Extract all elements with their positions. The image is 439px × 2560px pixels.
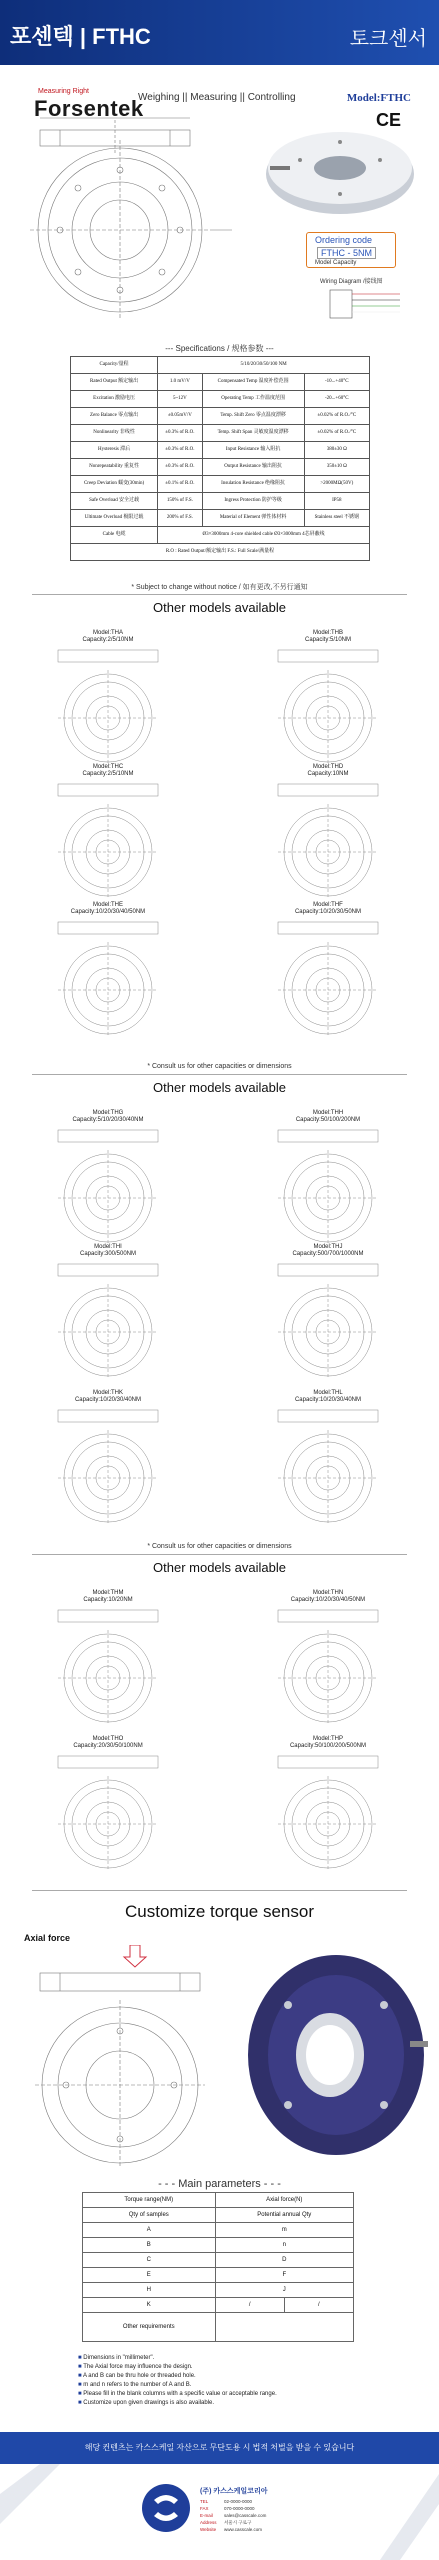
model-capacity: Capacity:5/10/20/30/40NM: [72, 1117, 144, 1123]
spec-cell: ±0.3% of R.O.: [158, 442, 202, 459]
model-drawing-lines: [58, 650, 158, 764]
spec-cell: Insulation Resistance 绝缘阻抗: [202, 476, 304, 493]
note-item: ■ The Axial force may influence the design.: [78, 2363, 277, 2372]
model-side-view: [58, 650, 158, 662]
params-cell: C: [83, 2253, 216, 2268]
consult-note: * Consult us for other capacities or dimensions: [147, 1543, 292, 1550]
ordering-code-box: [306, 232, 396, 268]
model-name: Model:THH: [312, 1110, 344, 1116]
model-name: Model:THL: [313, 1390, 343, 1396]
model-drawing: [23, 780, 193, 900]
model-capacity: Capacity:10/20/30/40/50NM: [290, 1597, 366, 1603]
spec-cell: Material of Element 弹性体材料: [202, 510, 304, 527]
model-capacity: Capacity:10/20/30/50NM: [294, 909, 362, 915]
spec-row: [71, 510, 370, 527]
model-drawing-lines: [278, 1756, 378, 1870]
model-side-view: [58, 1264, 158, 1276]
model-capacity: Capacity:10/20/30/40NM: [294, 1397, 362, 1403]
model-name: Model:THC: [92, 764, 124, 770]
main-parameters-title: - - - Main parameters - - -: [158, 2178, 281, 2190]
params-cell: B: [83, 2238, 216, 2253]
model-side-view: [58, 922, 158, 934]
category-title: 토크센서: [349, 28, 427, 50]
model-label: [268, 1590, 388, 1604]
model-side-view: [278, 1410, 378, 1422]
spec-cell: ±0.02% of R.O./°C: [304, 408, 369, 425]
model-capacity: Capacity:10/20/30/40NM: [74, 1397, 142, 1403]
model-drawing-lines: [58, 1756, 158, 1870]
spec-row-footnote: [71, 544, 370, 561]
model-drawing-lines: [278, 922, 378, 1036]
wiring-diagram-label: Wiring Diagram /接线图: [320, 279, 383, 285]
model-label: [48, 630, 168, 644]
model-drawing: [23, 1606, 193, 1726]
ce-mark-icon: CE: [375, 110, 401, 130]
model-side-view: [278, 1756, 378, 1768]
contact-line: TEL 02-0000-0000: [200, 2499, 253, 2504]
model-side-view: [58, 1410, 158, 1422]
spec-cell: Nonlinearity 非线性: [71, 425, 158, 442]
model-side-view: [278, 1130, 378, 1142]
spec-cell: -20...+60°C: [304, 391, 369, 408]
model-drawing: [23, 646, 193, 766]
model-label: [268, 902, 388, 916]
plan-view-drawing: [30, 140, 232, 320]
brand-title: 포센텍 | FTHC: [10, 24, 151, 49]
model-side-view: [58, 1610, 158, 1622]
logo-tagline: Measuring Right: [38, 88, 89, 95]
spec-cable-label: Cable 电缆: [71, 527, 158, 544]
spec-cell: IP58: [304, 493, 369, 510]
spec-cell: 350±10 Ω: [304, 459, 369, 476]
spec-cell: ±0.02% of R.O./°C: [304, 425, 369, 442]
spec-cell: Input Resistance 输入阻抗: [202, 442, 304, 459]
model-side-view: [58, 1130, 158, 1142]
model-name: Model:THK: [92, 1390, 123, 1396]
params-cell: E: [83, 2268, 216, 2283]
spec-row: [71, 391, 370, 408]
other-models-title: Other models available: [153, 1080, 286, 1095]
model-capacity: Capacity:300/500NM: [79, 1251, 137, 1257]
consult-note: * Consult us for other capacities or dimensions: [147, 1063, 292, 1070]
product-photo: [266, 132, 414, 214]
model-drawing-lines: [278, 1610, 378, 1724]
customize-title: Customize torque sensor: [125, 1902, 314, 1921]
params-row: [83, 2283, 354, 2298]
spec-row-capacity: [71, 357, 370, 374]
model-name: Model:THP: [312, 1736, 343, 1742]
model-side-view: [278, 1264, 378, 1276]
company-name: (주) 카스스케일코리아: [200, 2488, 268, 2495]
model-drawing: [243, 1126, 413, 1246]
params-other-row: [83, 2313, 354, 2342]
model-drawing: [243, 646, 413, 766]
model-label: [268, 630, 388, 644]
model-capacity: Capacity:2/5/10NM: [82, 771, 134, 777]
spec-capacity-label: Capacity/量程: [71, 357, 158, 374]
model-drawing-lines: [278, 784, 378, 898]
model-label: [268, 1390, 388, 1404]
spec-cell: Temp. Shift Span 灵敏度温度漂移: [202, 425, 304, 442]
model-drawing-lines: [58, 784, 158, 898]
params-cell: D: [215, 2253, 353, 2268]
model-capacity: Capacity:10/20/30/40/50NM: [70, 909, 146, 915]
spec-cell: Excitation 激励电压: [71, 391, 158, 408]
model-name: Model:THN: [312, 1590, 344, 1596]
spec-cell: 1.0 mV/V: [158, 374, 202, 391]
contact-block: [200, 2498, 266, 2533]
model-name: Model:THO: [92, 1736, 124, 1742]
section-divider: [32, 1074, 407, 1075]
model-name: Model:THI: [94, 1244, 122, 1250]
model-drawing-lines: [58, 1130, 158, 1244]
model-drawing: [243, 1606, 413, 1726]
spec-cell: ±0.05mV/V: [158, 408, 202, 425]
model-capacity: Capacity:2/5/10NM: [82, 637, 134, 643]
model-drawing: [243, 1752, 413, 1872]
model-label: [48, 1110, 168, 1124]
model-side-view: [58, 784, 158, 796]
header-band: [0, 0, 439, 65]
model-name: Model:THJ: [313, 1244, 343, 1250]
model-drawing: [23, 1260, 193, 1380]
model-name: Model:THD: [312, 764, 344, 770]
spec-cell: Ingress Protection 防护等级: [202, 493, 304, 510]
params-head-row: [83, 2193, 354, 2208]
params-cell: J: [215, 2283, 353, 2298]
spec-cell: Zero Balance 零点输出: [71, 408, 158, 425]
params-row: [83, 2253, 354, 2268]
model-side-view: [58, 1756, 158, 1768]
model-side-view: [278, 1610, 378, 1622]
model-name: Model:THA: [92, 630, 123, 636]
model-name: Model:THF: [313, 902, 343, 908]
copyright-notice: 해당 컨텐츠는 카스스케일 자산으로 무단도용 시 법적 처벌을 받을 수 있습니다: [0, 2432, 439, 2464]
spec-cell: Operating Temp 工作温度范围: [202, 391, 304, 408]
note-item: ■ Please fill in the blank columns with a specific value or acceptable range.: [78, 2390, 277, 2399]
model-label: [48, 1590, 168, 1604]
ordering-code-value: FTHC - 5NM: [317, 247, 376, 259]
spec-row: [71, 493, 370, 510]
model-name: Model:THB: [312, 630, 343, 636]
params-head-axial: Axial force(N): [215, 2193, 353, 2208]
spec-cell: >2000MΩ(50V): [304, 476, 369, 493]
spec-cable-value: Ø3×3000mm 4-core shielded cable Ø3×3000mm 4芯屏蔽线: [158, 527, 370, 544]
params-cell: H: [83, 2283, 216, 2298]
ordering-code-parts: Model Capacity: [315, 260, 357, 266]
custom-plan-drawing: [35, 2000, 205, 2167]
notes-list: [78, 2354, 277, 2408]
model-label: [268, 1110, 388, 1124]
spec-cell: -10...+40°C: [304, 374, 369, 391]
contact-line: Website www.casscale.com: [200, 2527, 263, 2532]
spec-cell: 5~12V: [158, 391, 202, 408]
spec-row: [71, 442, 370, 459]
params-sub-qty: Qty of samples: [83, 2208, 216, 2223]
spec-cell: Stainless steel 不锈钢: [304, 510, 369, 527]
spec-cell: Creep Deviation 蠕变(30min): [71, 476, 158, 493]
model-label: [268, 1244, 388, 1258]
parameters-table: [82, 2192, 354, 2342]
side-view-drawing: [40, 118, 190, 155]
model-capacity: Capacity:20/30/50/100NM: [73, 1743, 143, 1749]
model-label: [48, 1244, 168, 1258]
ordering-code-title: Ordering code: [315, 235, 373, 245]
wiring-diagram: [330, 290, 400, 318]
model-drawing-lines: [278, 1130, 378, 1244]
model-label: [48, 1736, 168, 1750]
section-divider: [32, 1890, 407, 1891]
other-models-title: Other models available: [153, 600, 286, 615]
contact-line: Address 서울시 구로구: [200, 2520, 252, 2525]
model-drawing: [243, 1260, 413, 1380]
contact-line: FAX 070-0000-0000: [200, 2506, 255, 2511]
spec-cell: 380±30 Ω: [304, 442, 369, 459]
spec-cell: Output Resistance 输出阻抗: [202, 459, 304, 476]
model-drawing-lines: [58, 1410, 158, 1524]
model-drawing: [23, 1406, 193, 1526]
params-cell: /: [284, 2298, 353, 2313]
model-side-view: [278, 784, 378, 796]
params-cell: A: [83, 2223, 216, 2238]
spec-cell: ±0.3% of R.O.: [158, 459, 202, 476]
contact-line: E-mail sales@casscale.com: [200, 2513, 267, 2518]
note-item: ■ A and B can be thru hole or threaded hole.: [78, 2372, 277, 2381]
spec-cell: Rated Output 额定输出: [71, 374, 158, 391]
spec-footnote: R.O : Rated Output/额定输出 F.S.: Full Scale/满量程: [71, 544, 370, 561]
params-cell: /: [215, 2298, 284, 2313]
model-drawing-lines: [278, 1264, 378, 1378]
custom-sensor-photo: [248, 1955, 428, 2155]
spec-row: [71, 425, 370, 442]
params-row: [83, 2223, 354, 2238]
spec-title: --- Specifications / 规格参数 ---: [165, 344, 274, 353]
section-divider: [32, 1554, 407, 1555]
spec-capacity-value: 5/10/20/30/50/100 NM: [158, 357, 370, 374]
params-cell: n: [215, 2238, 353, 2253]
model-name: Model:FTHC: [346, 92, 411, 104]
model-drawing: [243, 780, 413, 900]
model-drawing: [23, 1126, 193, 1246]
model-capacity: Capacity:10/20NM: [83, 1597, 133, 1603]
note-item: ■ Dimensions in "millimeter".: [78, 2354, 277, 2363]
params-other-value: [215, 2313, 353, 2342]
spec-cell: Safe Overload 安全过载: [71, 493, 158, 510]
model-name: Model:THE: [92, 902, 123, 908]
model-label: [48, 902, 168, 916]
spec-cell: ±0.1% of R.O.: [158, 476, 202, 493]
params-sub-row: [83, 2208, 354, 2223]
params-row: [83, 2238, 354, 2253]
model-capacity: Capacity:50/100/200/500NM: [289, 1743, 367, 1749]
params-other-label: Other requirements: [83, 2313, 216, 2342]
axial-force-arrow-icon: [124, 1945, 146, 1967]
spec-cell: 150% of F.S.: [158, 493, 202, 510]
spec-table: [70, 356, 370, 561]
model-side-view: [278, 650, 378, 662]
spec-cell: Temp. Shift Zero 零点温度漂移: [202, 408, 304, 425]
spec-row-cable: [71, 527, 370, 544]
spec-cell: Hysteresis 滞后: [71, 442, 158, 459]
note-item: ■ Customize upon given drawings is also available.: [78, 2399, 277, 2408]
model-capacity: Capacity:10NM: [307, 771, 349, 777]
other-models-title: Other models available: [153, 1560, 286, 1575]
params-cell: m: [215, 2223, 353, 2238]
spec-cell: Compensated Temp 温度补偿范围: [202, 374, 304, 391]
model-label: [48, 764, 168, 778]
model-drawing-lines: [58, 1610, 158, 1724]
model-drawing: [23, 1752, 193, 1872]
spec-cell: 200% of F.S.: [158, 510, 202, 527]
model-label: [268, 1736, 388, 1750]
spec-change-note: * Subject to change without notice / 如有更改,不另行通知: [131, 584, 308, 591]
params-row: [83, 2268, 354, 2283]
section-divider: [32, 594, 407, 595]
slogan: Weighing || Measuring || Controlling: [138, 92, 296, 103]
spec-cell: ±0.3% of R.O.: [158, 425, 202, 442]
params-row: [83, 2298, 354, 2313]
model-label: [268, 764, 388, 778]
model-side-view: [278, 922, 378, 934]
model-label: [48, 1390, 168, 1404]
model-drawing-lines: [278, 1410, 378, 1524]
params-head-torque: Torque range(NM): [83, 2193, 216, 2208]
custom-drawings: [0, 1945, 439, 2170]
top-drawings: [0, 110, 439, 350]
spec-cell: Ultimate Overload 极限过载: [71, 510, 158, 527]
model-capacity: Capacity:500/700/1000NM: [292, 1251, 364, 1257]
spec-row: [71, 459, 370, 476]
spec-cell: Nonrepeatability 重复性: [71, 459, 158, 476]
params-cell: K: [83, 2298, 216, 2313]
model-drawing-lines: [278, 650, 378, 764]
spec-row: [71, 374, 370, 391]
model-drawing: [243, 918, 413, 1038]
params-sub-annual: Potential annual Qty: [215, 2208, 353, 2223]
model-drawing: [23, 918, 193, 1038]
model-capacity: Capacity:50/100/200NM: [295, 1117, 361, 1123]
forsentek-logo: Forsentek: [34, 96, 144, 121]
custom-side-drawing: [40, 1973, 200, 1991]
model-drawing: [243, 1406, 413, 1526]
model-name: Model:THM: [92, 1590, 124, 1596]
axial-force-label: Axial force: [24, 1933, 71, 1943]
model-drawing-lines: [58, 922, 158, 1036]
model-capacity: Capacity:5/10NM: [304, 637, 352, 643]
model-drawing-lines: [58, 1264, 158, 1378]
note-item: ■ m and n refers to the number of A and B.: [78, 2381, 277, 2390]
model-name: Model:THG: [92, 1110, 124, 1116]
params-cell: F: [215, 2268, 353, 2283]
spec-row: [71, 408, 370, 425]
spec-row: [71, 476, 370, 493]
